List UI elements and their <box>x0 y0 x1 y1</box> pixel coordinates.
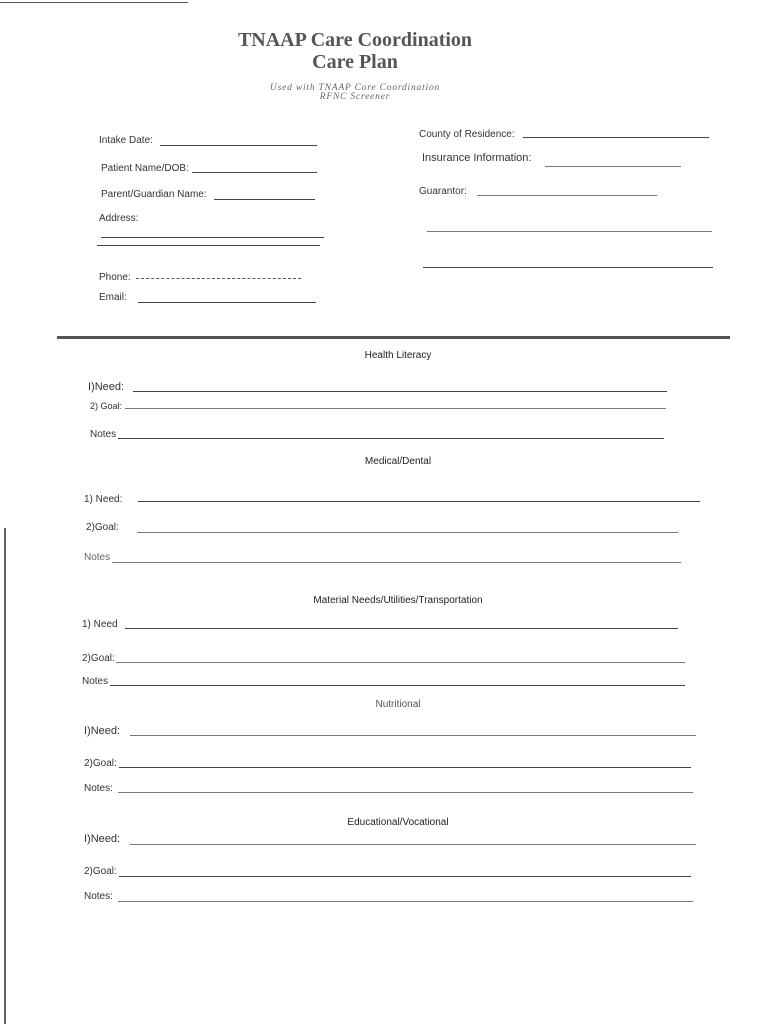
health-literacy-notes-field[interactable] <box>118 438 664 439</box>
educational-need-label: I)Need: <box>84 833 121 845</box>
form-title-line2: Care Plan <box>312 51 398 73</box>
county-field[interactable] <box>523 137 709 138</box>
insurance-label: Insurance Information: <box>422 152 532 164</box>
left-margin-rule <box>4 528 6 1024</box>
nutritional-goal-field[interactable] <box>119 767 691 768</box>
email-label: Email: <box>99 292 127 303</box>
top-corner-rule <box>0 2 188 3</box>
material-goal-label: 2)Goal: <box>82 653 115 664</box>
section-title-health-literacy: Health Literacy <box>364 350 432 361</box>
county-label: County of Residence: <box>419 129 515 140</box>
section-divider <box>57 336 730 339</box>
health-literacy-need-field[interactable] <box>133 391 667 392</box>
medical-goal-label: 2)Goal: <box>86 522 119 533</box>
material-need-label: 1) Need <box>82 619 118 630</box>
email-field[interactable] <box>138 302 316 303</box>
right-blank-line-2[interactable] <box>423 267 713 268</box>
material-need-field[interactable] <box>125 628 678 629</box>
guarantor-label: Guarantor: <box>419 186 467 197</box>
nutritional-need-label: I)Need: <box>84 725 121 737</box>
form-subtitle-line1: Used with TNAAP Core Coordination <box>269 83 441 93</box>
material-notes-label: Notes <box>82 676 109 687</box>
educational-goal-label: 2)Goal: <box>84 866 117 877</box>
medical-notes-label: Notes <box>84 552 111 563</box>
intake-date-label: Intake Date: <box>99 135 153 146</box>
address-label: Address: <box>99 213 139 224</box>
address-field-line2[interactable] <box>97 245 320 246</box>
phone-label: Phone: <box>99 272 131 283</box>
address-field-line1[interactable] <box>101 237 324 238</box>
nutritional-goal-label: 2)Goal: <box>84 758 117 769</box>
educational-notes-label: Notes: <box>84 891 113 902</box>
health-literacy-goal-field[interactable] <box>125 408 666 409</box>
educational-notes-field[interactable] <box>118 901 693 902</box>
section-title-material-needs: Material Needs/Utilities/Transportation <box>313 595 483 606</box>
material-goal-field[interactable] <box>116 662 685 663</box>
medical-notes-field[interactable] <box>112 562 681 563</box>
patient-name-dob-label: Patient Name/DOB: <box>101 163 189 174</box>
nutritional-notes-label: Notes: <box>84 783 113 794</box>
parent-guardian-label: Parent/Guardian Name: <box>101 189 207 200</box>
section-title-educational: Educational/Vocational <box>347 817 449 828</box>
guarantor-field[interactable] <box>477 195 657 196</box>
insurance-field[interactable] <box>545 166 681 167</box>
parent-guardian-field[interactable] <box>214 199 315 200</box>
patient-name-dob-field[interactable] <box>192 172 317 173</box>
intake-date-field[interactable] <box>160 145 317 146</box>
health-literacy-goal-label: 2) Goal: <box>90 401 123 411</box>
section-title-nutritional: Nutritional <box>375 699 421 710</box>
form-title-line1: TNAAP Care Coordination <box>237 29 473 51</box>
form-subtitle-line2: RFNC Screener <box>319 92 391 102</box>
phone-field[interactable] <box>136 278 301 279</box>
educational-goal-field[interactable] <box>119 876 691 877</box>
medical-goal-field[interactable] <box>137 532 678 533</box>
health-literacy-notes-label: Notes <box>90 429 117 440</box>
section-title-medical-dental: Medical/Dental <box>364 456 432 467</box>
material-notes-field[interactable] <box>110 685 685 686</box>
right-blank-line-1[interactable] <box>427 231 712 232</box>
health-literacy-need-label: I)Need: <box>88 381 125 393</box>
medical-need-label: 1) Need: <box>84 494 123 505</box>
medical-need-field[interactable] <box>138 501 700 502</box>
educational-need-field[interactable] <box>130 844 696 845</box>
nutritional-notes-field[interactable] <box>118 792 693 793</box>
nutritional-need-field[interactable] <box>130 735 696 736</box>
